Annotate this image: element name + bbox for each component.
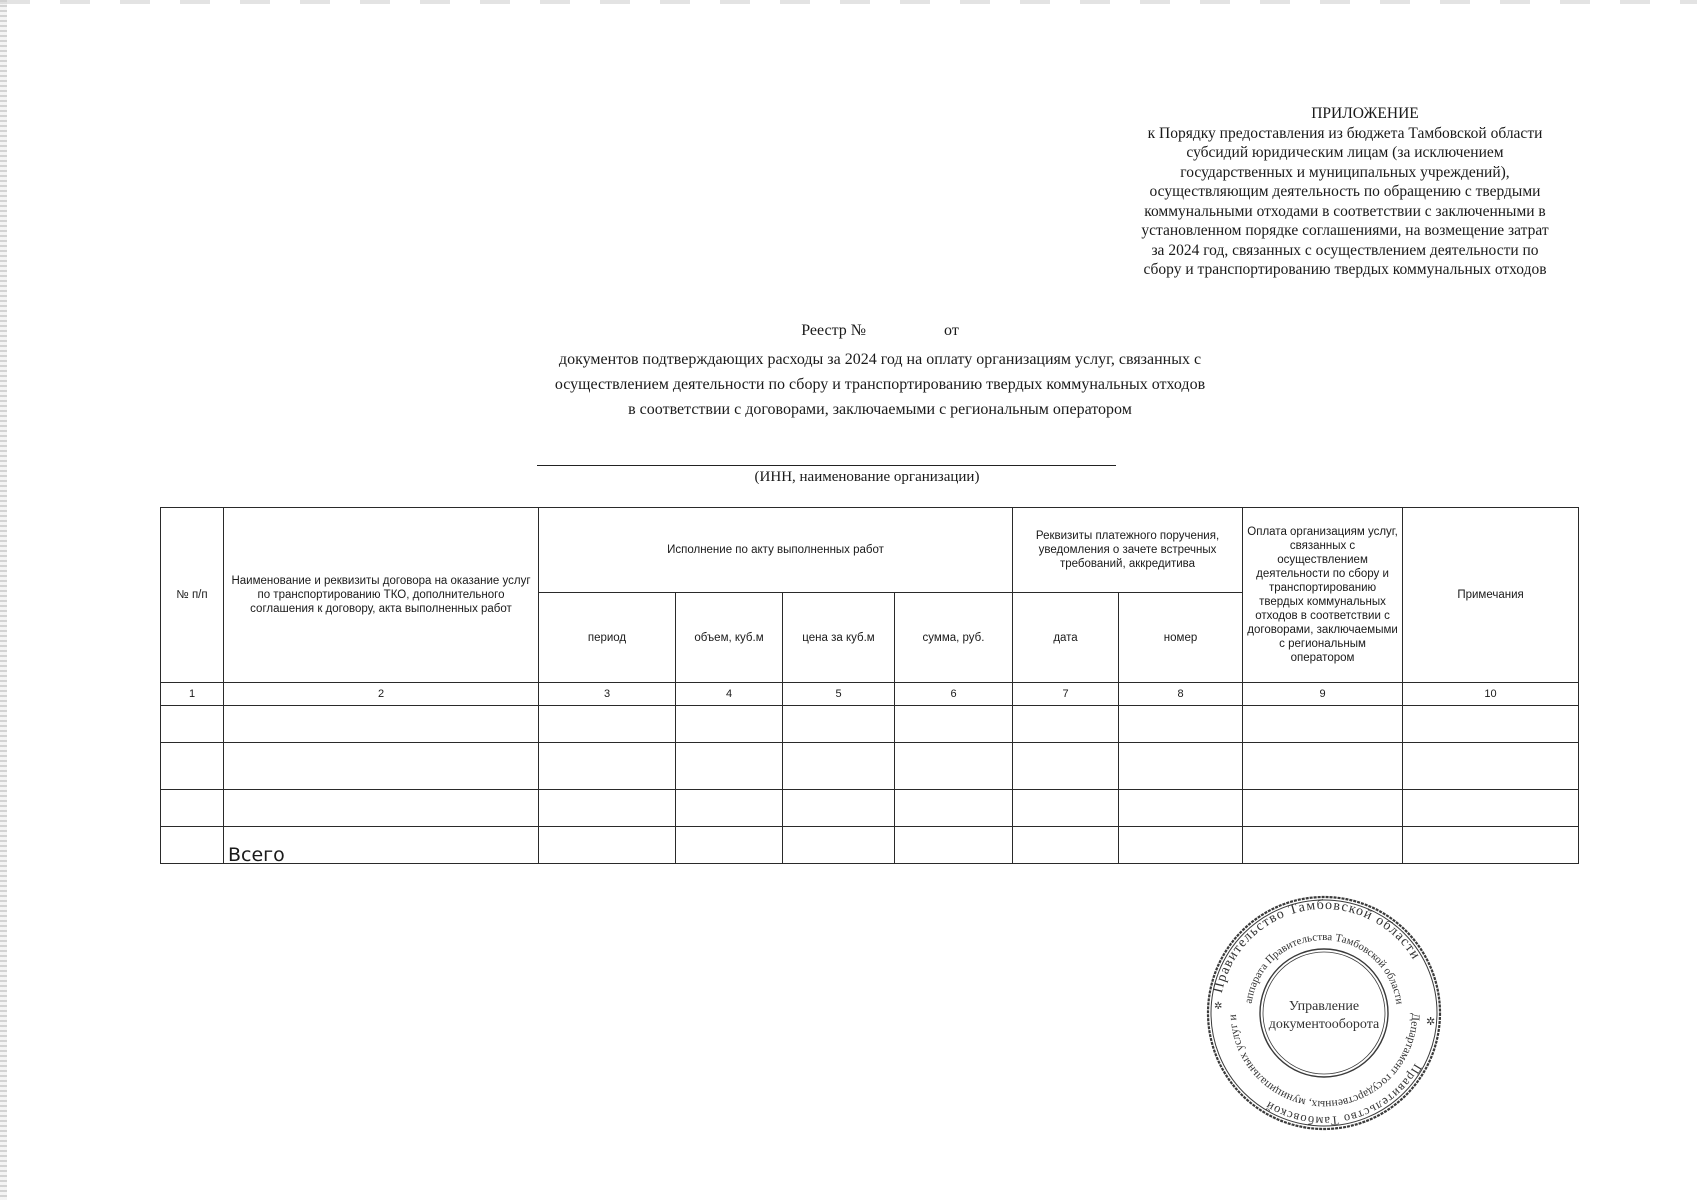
header-number: номер [1119,593,1243,683]
scan-edge-left [0,0,7,1200]
stamp-bottom-text: Правительство Тамбовской [1262,1061,1425,1129]
empty-cell [1013,790,1119,827]
empty-cell [224,743,539,790]
registry-number-label: Реестр № [801,322,867,339]
empty-cell [224,706,539,743]
table-row [161,790,1579,827]
stamp-center-line1: Управление [1288,999,1360,1014]
empty-cell [1119,790,1243,827]
empty-cell [1243,706,1403,743]
header-contract: Наименование и реквизиты договора на оказание услуг по транспортированию ТКО, дополнительного соглашения к договору, акта выполненных работ [224,508,539,683]
appendix-line: к Порядку предоставления из бюджета Тамбовской области [1147,124,1543,142]
empty-cell [1243,827,1403,864]
inn-caption: (ИНН, наименование организации) [754,469,980,485]
table-row [161,706,1579,743]
inn-underline [537,465,1116,466]
empty-cell [161,706,224,743]
empty-cell [895,790,1013,827]
appendix-line: коммунальными отходами в соответствии с заключенными в [1144,202,1546,220]
empty-cell [783,743,895,790]
registry-title [520,318,1240,422]
empty-cell [161,827,224,864]
col-number: 8 [1119,683,1243,706]
header-price: цена за куб.м [783,593,895,683]
col-number: 10 [1403,683,1579,706]
empty-cell [783,827,895,864]
empty-cell [895,706,1013,743]
empty-cell [895,827,1013,864]
col-number: 2 [224,683,539,706]
total-row [161,827,1579,864]
header-payment: Реквизиты платежного поручения, уведомления о зачете встречных требований, аккредитива [1013,508,1243,593]
empty-cell [1403,827,1579,864]
empty-cell [676,790,783,827]
stamp-inner-text: аппарата Правительства Тамбовской области [1242,930,1406,1006]
empty-cell [1119,743,1243,790]
appendix-block [1110,104,1580,280]
stamp-outer-text: Правительство Тамбовской области [1211,897,1424,995]
appendix-heading: ПРИЛОЖЕНИЕ [1311,105,1419,122]
empty-cell [539,790,676,827]
col-number: 1 [161,683,224,706]
empty-cell [676,706,783,743]
official-stamp [1204,893,1444,1133]
appendix-line: осуществляющим деятельность по обращению с твердыми [1149,183,1541,200]
empty-cell [1013,827,1119,864]
empty-cell [676,743,783,790]
empty-cell [224,790,539,827]
empty-cell [539,743,676,790]
stamp-middle-text: Департамент государственных, муниципальных услуг и [1226,1012,1422,1111]
empty-cell [1119,706,1243,743]
header-execution: Исполнение по акту выполненных работ [539,508,1013,593]
empty-cell [1013,743,1119,790]
empty-cell [1243,790,1403,827]
empty-cell [1403,790,1579,827]
stamp-star-icon: ✲ [1426,1016,1436,1028]
stamp-seal-icon [1204,893,1444,1133]
table-row [161,743,1579,790]
header-num: № п/п [161,508,224,683]
col-number: 5 [783,683,895,706]
empty-cell [1403,743,1579,790]
header-volume: объем, куб.м [676,593,783,683]
header-sum: сумма, руб. [895,593,1013,683]
empty-cell [539,706,676,743]
empty-cell [161,743,224,790]
col-number: 7 [1013,683,1119,706]
empty-cell [1119,827,1243,864]
col-number: 9 [1243,683,1403,706]
header-pay-org: Оплата организациям услуг, связанных с осуществлением деятельности по сбору и транспортированию твердых коммунальных отходов в соответствии с договорами, заключаемыми с региональным оператором [1243,508,1403,683]
header-period: период [539,593,676,683]
empty-cell [1403,706,1579,743]
empty-cell [783,706,895,743]
empty-cell [1243,743,1403,790]
registry-date-label: от [944,322,959,339]
col-number: 3 [539,683,676,706]
appendix-line: государственных и муниципальных учреждений), [1180,163,1510,181]
col-number: 6 [895,683,1013,706]
empty-cell [539,827,676,864]
appendix-line: установленном порядке соглашениями, на возмещение затрат [1141,222,1549,239]
registry-table [160,507,1579,864]
registry-line: в соответствии с договорами, заключаемыми с региональным оператором [628,401,1132,418]
registry-line: документов подтверждающих расходы за 2024 год на оплату организациям услуг, связанных с [558,351,1202,368]
header-notes: Примечания [1403,508,1579,683]
total-label: Всего [224,827,539,864]
col-number: 4 [676,683,783,706]
appendix-line: субсидий юридическим лицам (за исключением [1186,144,1504,161]
empty-cell [1013,706,1119,743]
stamp-star-icon: ✲ [1214,1001,1223,1012]
empty-cell [161,790,224,827]
svg-text:аппарата Правительства Тамбовс [1243,931,1406,1005]
header-date: дата [1013,593,1119,683]
empty-cell [783,790,895,827]
empty-cell [895,743,1013,790]
registry-line: осуществлением деятельности по сбору и транспортированию твердых коммунальных отходов [554,376,1206,393]
appendix-line: за 2024 год, связанных с осуществлением деятельности по [1151,241,1539,259]
empty-cell [676,827,783,864]
appendix-line: сбору и транспортированию твердых коммунальных отходов [1143,261,1547,278]
stamp-center-line2: документооборота [1268,1017,1380,1032]
scan-edge-top [0,0,1697,4]
